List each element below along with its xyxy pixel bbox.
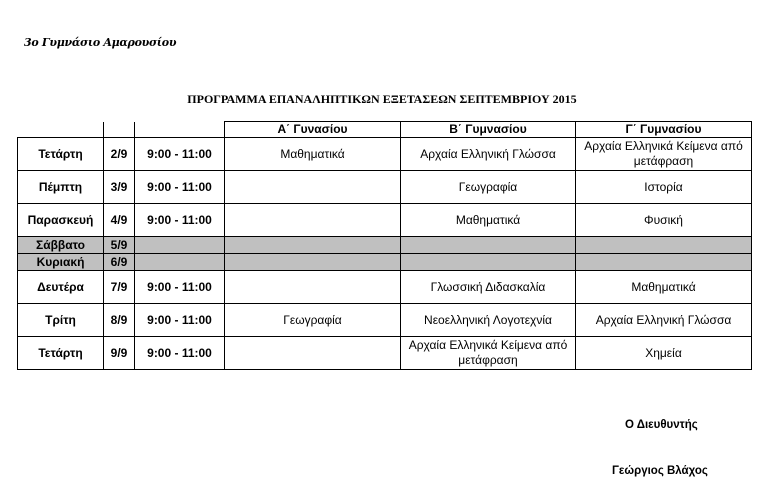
column-header-c: Γ΄ Γυμνασίου (576, 122, 752, 138)
day-cell: Τετάρτη (18, 337, 104, 370)
date-cell: 6/9 (104, 254, 135, 271)
date-cell: 4/9 (104, 204, 135, 237)
day-cell: Παρασκευή (18, 204, 104, 237)
day-cell: Πέμπτη (18, 171, 104, 204)
table-row (18, 271, 752, 304)
table-header-row (18, 122, 752, 138)
weekend-row (18, 254, 752, 271)
date-cell: 5/9 (104, 237, 135, 254)
day-cell: Τρίτη (18, 304, 104, 337)
empty-cell (576, 254, 752, 271)
document-title: ΠΡΟΓΡΑΜΜΑ ΕΠΑΝΑΛΗΠΤΙΚΩΝ ΕΞΕΤΑΣΕΩΝ ΣΕΠΤΕΜΒΡΙΟΥ 2015 (187, 92, 577, 106)
grade-b-subject: Μαθηματικά (401, 204, 576, 237)
table-row (18, 204, 752, 237)
empty-cell (225, 254, 401, 271)
grade-a-subject (225, 337, 401, 370)
grade-a-subject (225, 204, 401, 237)
header-blank-cell (135, 122, 225, 138)
empty-cell (401, 237, 576, 254)
date-cell: 3/9 (104, 171, 135, 204)
column-header-a: Α΄ Γυνασίου (225, 122, 401, 138)
signature-name: Γεώργιος Βλάχος (612, 465, 708, 477)
table-row (18, 138, 752, 171)
grade-c-subject: Χημεία (576, 337, 752, 370)
empty-cell (401, 254, 576, 271)
time-cell: 9:00 - 11:00 (135, 304, 225, 337)
time-cell: 9:00 - 11:00 (135, 138, 225, 171)
day-cell: Κυριακή (18, 254, 104, 271)
date-cell: 7/9 (104, 271, 135, 304)
exam-schedule-table (17, 121, 752, 370)
grade-c-subject: Αρχαία Ελληνική Γλώσσα (576, 304, 752, 337)
grade-a-subject: Μαθηματικά (225, 138, 401, 171)
time-cell: 9:00 - 11:00 (135, 204, 225, 237)
table-row (18, 171, 752, 204)
date-cell: 2/9 (104, 138, 135, 171)
school-name: 3ο Γυμνάσιο Αμαρουσίου (24, 36, 177, 49)
empty-cell (135, 254, 225, 271)
grade-c-subject: Φυσική (576, 204, 752, 237)
grade-c-subject: Μαθηματικά (576, 271, 752, 304)
grade-a-subject: Γεωγραφία (225, 304, 401, 337)
grade-b-subject: Αρχαία Ελληνική Γλώσσα (401, 138, 576, 171)
grade-b-subject: Γλωσσική Διδασκαλία (401, 271, 576, 304)
header-blank-cell (104, 122, 135, 138)
column-header-b: Β΄ Γυμνασίου (401, 122, 576, 138)
header-blank-cell (18, 122, 104, 138)
grade-b-subject: Αρχαία Ελληνικά Κείμενα από μετάφραση (401, 337, 576, 370)
grade-b-subject: Γεωγραφία (401, 171, 576, 204)
day-cell: Δευτέρα (18, 271, 104, 304)
empty-cell (225, 237, 401, 254)
day-cell: Σάββατο (18, 237, 104, 254)
grade-a-subject (225, 271, 401, 304)
time-cell: 9:00 - 11:00 (135, 271, 225, 304)
empty-cell (576, 237, 752, 254)
signature-role: Ο Διευθυντής (625, 419, 698, 431)
table-row (18, 304, 752, 337)
empty-cell (135, 237, 225, 254)
weekend-row (18, 237, 752, 254)
time-cell: 9:00 - 11:00 (135, 171, 225, 204)
grade-c-subject: Αρχαία Ελληνικά Κείμενα από μετάφραση (576, 138, 752, 171)
grade-a-subject (225, 171, 401, 204)
table-row (18, 337, 752, 370)
grade-c-subject: Ιστορία (576, 171, 752, 204)
grade-b-subject: Νεοελληνική Λογοτεχνία (401, 304, 576, 337)
day-cell: Τετάρτη (18, 138, 104, 171)
date-cell: 9/9 (104, 337, 135, 370)
time-cell: 9:00 - 11:00 (135, 337, 225, 370)
date-cell: 8/9 (104, 304, 135, 337)
